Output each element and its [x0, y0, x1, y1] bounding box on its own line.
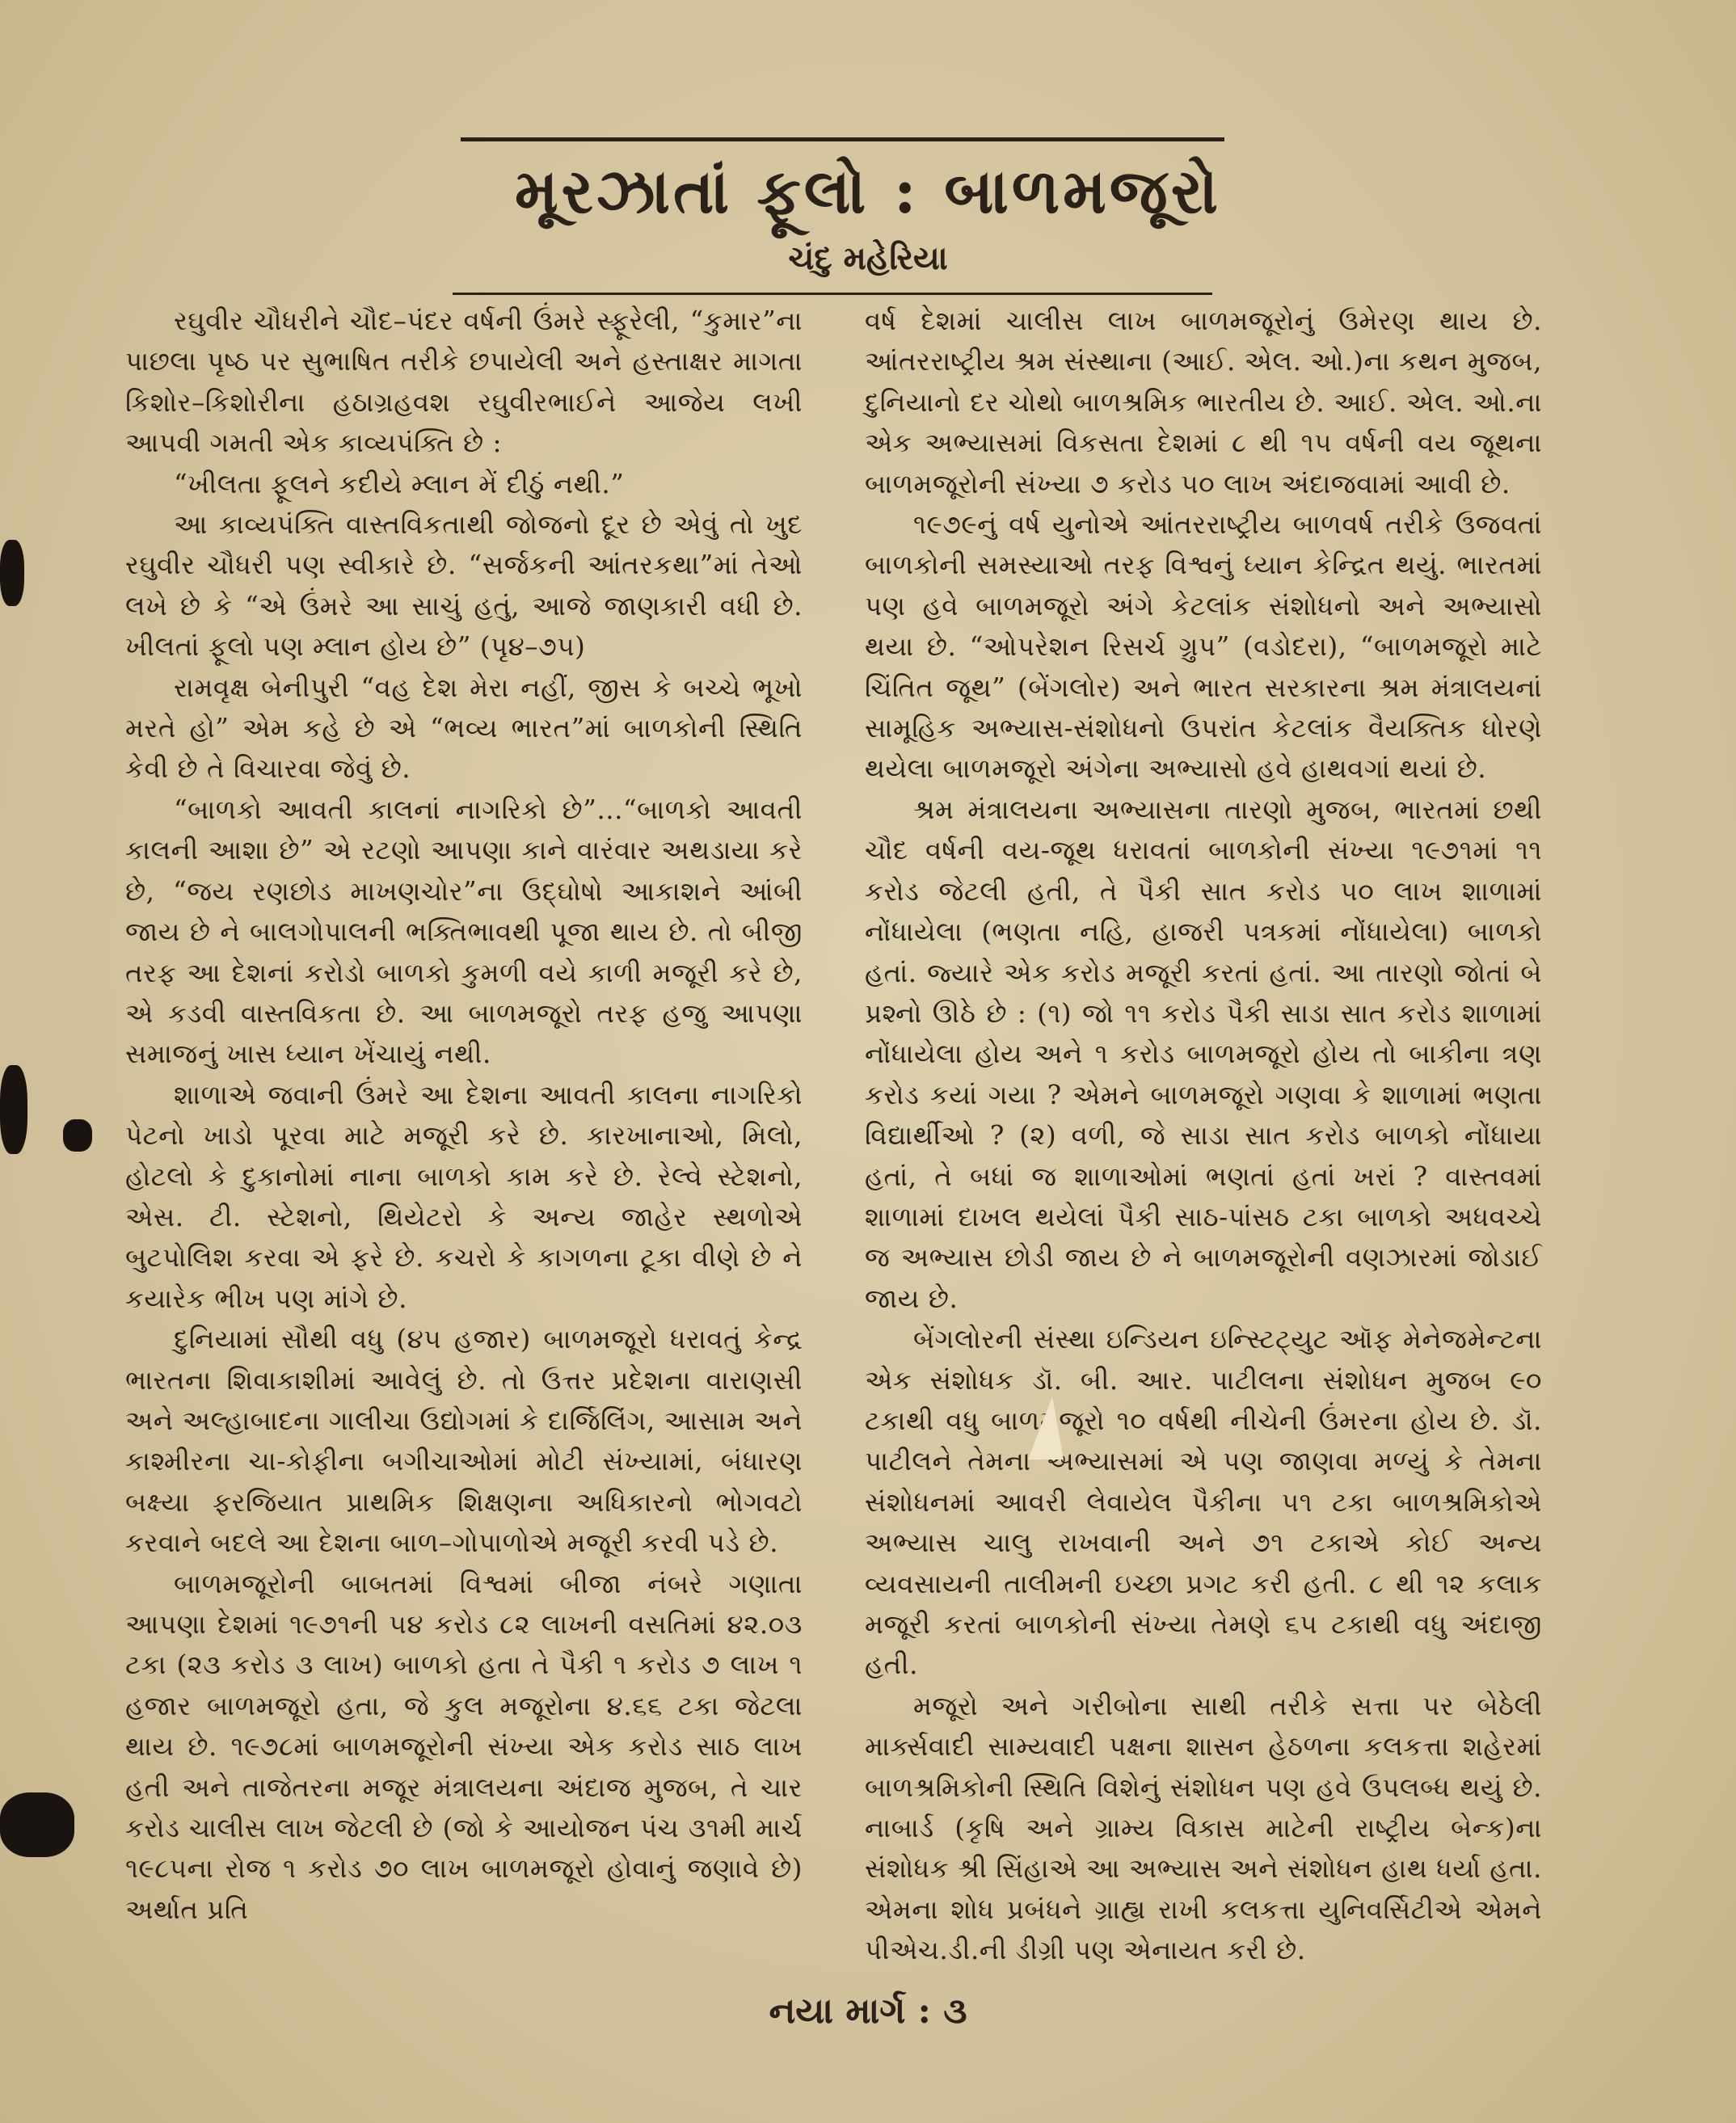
paragraph: મજૂરો અને ગરીબોના સાથી તરીકે સત્તા પર બેઠેલી માર્ક્સવાદી સામ્યવાદી પક્ષના શાસન હેઠળના કલકત્તા શહેરમાં બાળશ્રમિકોની સ્થિતિ વિશેનું સંશોધન પણ હવે ઉપલબ્ધ થયું છે. નાબાર્ડ (કૃષિ અને ગ્રામ્ય વિકાસ માટેની રાષ્ટ્રીય બેન્ક)ના સંશોધક શ્રી સિંહાએ આ અભ્યાસ અને સંશોધન હાથ ધર્યા હતા. એમના શોધ પ્રબંધને ગ્રાહ્ય રાખી કલકત્તા યુનિવર્સિટીએ એમને પીએચ.ડી.ની ડીગ્રી પણ એનાયત કરી છે. [865, 1690, 1542, 1966]
paragraph: “બાળકો આવતી કાલનાં નાગરિકો છે”...“બાળકો આવતી કાલની આશા છે” એ રટણો આપણા કાને વારંવાર અથડાયા કરે છે, “જય રણછોડ માખણચોર”ના ઉદ્ઘોષો આકાશને આંબી જાય છે ને બાલગોપાલની ભક્તિભાવથી પૂજા થાય છે. તો બીજી તરફ આ દેશનાં કરોડો બાળકો કુમળી વયે કાળી મજૂરી કરે છે, એ કડવી વાસ્તવિકતા છે. આ બાળમજૂરો તરફ હજુ આપણા સમાજનું ખાસ ધ્યાન ખેંચાયું નથી. [125, 794, 803, 1070]
paragraph: ૧૯૭૯નું વર્ષ યુનોએ આંતરરાષ્ટ્રીય બાળવર્ષ તરીકે ઉજવતાં બાળકોની સમસ્યાઓ તરફ વિશ્વનું ધ્યાન કેન્દ્રિત થયું. ભારતમાં પણ હવે બાળમજૂરો અંગે કેટલાંક સંશોધનો અને અભ્યાસો થયા છે. “ઓપરેશન રિસર્ચ ગ્રુપ” (વડોદરા), “બાળમજૂરો માટે ચિંતિત જૂથ” (બેંગલોર) અને ભારત સરકારના શ્રમ મંત્રાલયનાં સામૂહિક અભ્યાસ-સંશોધનો ઉપરાંત કેટલાંક વૈયક્તિક ધોરણે થયેલા બાળમજૂરો અંગેના અભ્યાસો હવે હાથવગાં થયાં છે. [865, 509, 1542, 785]
page-footer: નયા માર્ગ : ૩ [769, 1990, 967, 2032]
paragraph: રામવૃક્ષ બેનીપુરી “વહ દેશ મેરા નહીં, જીસ કે બચ્ચે ભૂખો મરતે હો” એમ કહે છે એ “ભવ્ય ભારત”માં બાળકોની સ્થિતિ કેવી છે તે વિચારવા જેવું છે. [125, 672, 803, 785]
title-top-rule [461, 137, 1224, 141]
paragraph: શાળાએ જવાની ઉંમરે આ દેશના આવતી કાલના નાગરિકો પેટનો ખાડો પૂરવા માટે મજૂરી કરે છે. કારખાનાઓ, મિલો, હોટલો કે દુકાનોમાં નાના બાળકો કામ કરે છે. રેલ્વે સ્ટેશનો, એસ. ટી. સ્ટેશનો, થિયેટરો કે અન્ય જાહેર સ્થળોએ બુટપોલિશ કરવા એ ફરે છે. કચરો કે કાગળના ટૂકા વીણે છે ને કયારેક ભીખ પણ માંગે છે. [125, 1079, 803, 1314]
ink-stain [0, 1065, 27, 1154]
ink-stain [63, 1119, 92, 1152]
paragraph: શ્રમ મંત્રાલયના અભ્યાસના તારણો મુજબ, ભારતમાં છથી ચૌદ વર્ષની વય-જૂથ ધરાવતાં બાળકોની સંખ્યા ૧૯૭૧માં ૧૧ કરોડ જેટલી હતી, તે પૈકી સાત કરોડ ૫૦ લાખ શાળામાં નોંધાયેલા (ભણતા નહિ, હાજરી પત્રકમાં નોંધાયેલા) બાળકો હતાં. જ્યારે એક કરોડ મજૂરી કરતાં હતાં. આ તારણો જોતાં બે પ્રશ્નો ઊઠે છે : (૧) જો ૧૧ કરોડ પૈકી સાડા સાત કરોડ શાળામાં નોંધાયેલા હોય અને ૧ કરોડ બાળમજૂરો હોય તો બાકીના ત્રણ કરોડ કયાં ગયા ? એમને બાળમજૂરો ગણવા કે શાળામાં ભણતા વિદ્યાર્થીઓ ? (૨) વળી, જે સાડા સાત કરોડ બાળકો નોંધાયા હતાં, તે બધાં જ શાળાઓમાં ભણતાં હતાં ખરાં ? વાસ્તવમાં શાળામાં દાખલ થયેલાં પૈકી સાઠ-પાંસઠ ટકા બાળકો અધવચ્ચે જ અભ્યાસ છોડી જાય છે ને બાળમજૂરોની વણઝારમાં જોડાઈ જાય છે. [865, 794, 1542, 1314]
byline-rule [453, 293, 1212, 295]
ink-stain [0, 1792, 74, 1857]
left-column [125, 301, 803, 1930]
ink-stain [0, 540, 24, 606]
right-column [865, 301, 1542, 1971]
paragraph: બાળમજૂરોની બાબતમાં વિશ્વમાં બીજા નંબરે ગણાતા આપણા દેશમાં ૧૯૭૧ની ૫૪ કરોડ ૮૨ લાખની વસતિમાં ૪૨.૦૩ ટકા (૨૩ કરોડ ૩ લાખ) બાળકો હતા તે પૈકી ૧ કરોડ ૭ લાખ ૧ હજાર બાળમજૂરો હતા, જે કુલ મજૂરોના ૪.૬૬ ટકા જેટલા થાય છે. ૧૯૭૮માં બાળમજૂરોની સંખ્યા એક કરોડ સાઠ લાખ હતી અને તાજેતરના મજૂર મંત્રાલયના અંદાજ મુજબ, તે ચાર કરોડ ચાલીસ લાખ જેટલી છે (જો કે આયોજન પંચ ૩૧મી માર્ચ ૧૯૮૫ના રોજ ૧ કરોડ ૭૦ લાખ બાળમજૂરો હોવાનું જણાવે છે) અર્થાત પ્રતિ [125, 1568, 803, 1925]
quote-line: “ખીલતા ફૂલને કદીયે મ્લાન મેં દીઠું નથી.” [174, 468, 625, 499]
paragraph: આ કાવ્યપંક્તિ વાસ્તવિકતાથી જોજનો દૂર છે એવું તો ખુદ રઘુવીર ચૌધરી પણ સ્વીકારે છે. “સર્જકની આંતરકથા”માં તેઓ લખે છે કે “એ ઉંમરે આ સાચું હતું, આજે જાણકારી વધી છે. ખીલતાં ફૂલો પણ મ્લાન હોય છે” (પૃ૪–૭૫) [125, 509, 803, 663]
page-corner-tear [1028, 1396, 1064, 1460]
article-title: મૂરઝાતાં ફૂલો : બાળમજૂરો [514, 155, 1221, 227]
paragraph: વર્ષ દેશમાં ચાલીસ લાખ બાળમજૂરોનું ઉમેરણ થાય છે. આંતરરાષ્ટ્રીય શ્રમ સંસ્થાના (આઈ. એલ. ઓ.)ના કથન મુજબ, દુનિયાનો દર ચોથો બાળશ્રમિક ભારતીય છે. આઈ. એલ. ઓ.ના એક અભ્યાસમાં વિકસતા દેશમાં ૮ થી ૧૫ વર્ષની વય જૂથના બાળમજૂરોની સંખ્યા ૭ કરોડ ૫૦ લાખ અંદાજવામાં આવી છે. [865, 305, 1542, 499]
paragraph: દુનિયામાં સૌથી વધુ (૪૫ હજાર) બાળમજૂરો ધરાવતું કેન્દ્ર ભારતના શિવાકાશીમાં આવેલું છે. તો ઉત્તર પ્રદેશના વારાણસી અને અલ્હાબાદના ગાલીચા ઉદ્યોગમાં કે દાર્જિલિંગ, આસામ અને કાશ્મીરના ચા-કોફીના બગીચાઓમાં મોટી સંખ્યામાં, બંધારણ બક્ષ્યા ફરજિયાત પ્રાથમિક શિક્ષણના અધિકારનો ભોગવટો કરવાને બદલે આ દેશના બાળ–ગોપાળોએ મજૂરી કરવી પડે છે. [125, 1324, 803, 1559]
article-author: ચંદુ મહેરિયા [788, 239, 948, 277]
paragraph: બેંગલોરની સંસ્થા ઇન્ડિયન ઇન્સ્ટિટ્યુટ ઑફ મેનેજમેન્ટના એક સંશોધક ડૉ. બી. આર. પાટીલના સંશોધન મુજબ ૯૦ ટકાથી વધુ બાળમજૂરો ૧૦ વર્ષથી નીચેની ઉંમરના હોય છે. ડૉ. પાટીલને તેમના અભ્યાસમાં એ પણ જાણવા મળ્યું કે તેમના સંશોધનમાં આવરી લેવાયેલ પૈકીના ૫૧ ટકા બાળશ્રમિકોએ અભ્યાસ ચાલુ રાખવાની અને ૭૧ ટકાએ કોઈ અન્ય વ્યવસાયની તાલીમની ઇચ્છા પ્રગટ કરી હતી. ૮ થી ૧૨ કલાક મજૂરી કરતાં બાળકોની સંખ્યા તેમણે ૬૫ ટકાથી વધુ અંદાજી હતી. [865, 1324, 1542, 1681]
paragraph: રઘુવીર ચૌધરીને ચૌદ–પંદર વર્ષની ઉંમરે સ્ફૂરેલી, “કુમાર”ના પાછલા પૃષ્ઠ પર સુભાષિત તરીકે છપાયેલી અને હસ્તાક્ષર માગતા કિશોર–કિશોરીના હઠાગ્રહવશ રઘુવીરભાઈને આજેય લખી આપવી ગમતી એક કાવ્યપંક્તિ છે : [125, 305, 803, 459]
